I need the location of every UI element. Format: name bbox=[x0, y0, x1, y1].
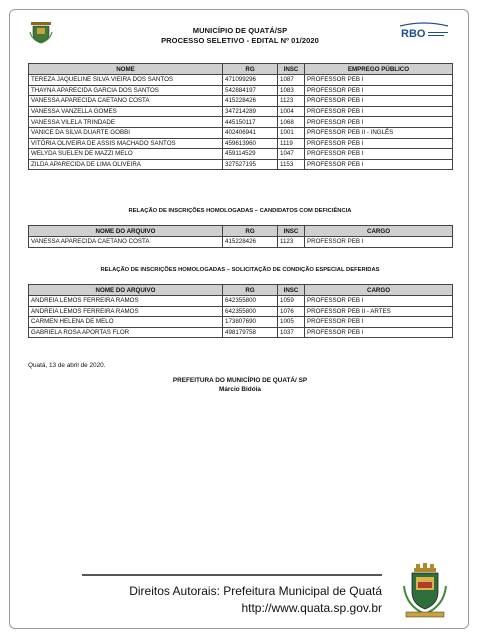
section-title-special-condition: RELAÇÃO DE INSCRIÇÕES HOMOLOGADAS – SOLICITAÇÃO DE CONDIÇÃO ESPECIAL DEFERIDAS bbox=[100, 267, 380, 273]
job-cell: PROFESSOR PEB I bbox=[305, 149, 453, 160]
name-cell: VANESSA VANZELLA GOMES bbox=[29, 106, 223, 117]
signature-name: Márcio Bidóia bbox=[219, 386, 261, 393]
job-cell: PROFESSOR PEB I bbox=[305, 296, 453, 307]
rg-cell: 445150117 bbox=[223, 117, 278, 128]
name-cell: CARMEN HELENA DE MELO bbox=[29, 317, 223, 328]
column-header: NOME DO ARQUIVO bbox=[29, 285, 223, 296]
column-header: CARGO bbox=[305, 226, 453, 237]
insc-cell: 1047 bbox=[278, 149, 305, 160]
footer-copyright: Direitos Autorais: Prefeitura Municipal de Quatá bbox=[129, 584, 382, 598]
job-cell: PROFESSOR PEB I bbox=[305, 159, 453, 170]
table-row bbox=[29, 127, 453, 138]
name-cell: VITÓRIA OLIVEIRA DE ASSIS MACHADO SANTOS bbox=[29, 138, 223, 149]
name-cell: VANESSA APARECIDA CAETANO COSTA bbox=[29, 237, 223, 248]
insc-cell: 1119 bbox=[278, 138, 305, 149]
rg-cell: 415228426 bbox=[223, 237, 278, 248]
table-row bbox=[29, 317, 453, 328]
job-cell: PROFESSOR PEB I bbox=[305, 117, 453, 128]
table-row bbox=[29, 106, 453, 117]
header-municipality: MUNICÍPIO DE QUATÁ/SP bbox=[192, 26, 288, 35]
rg-cell: 415228426 bbox=[223, 96, 278, 107]
name-cell: ANDREIA LEMOS FERREIRA RAMOS bbox=[29, 306, 223, 317]
header-process-title: PROCESSO SELETIVO - EDITAL Nº 01/2020 bbox=[161, 36, 319, 45]
column-header: RG bbox=[223, 64, 278, 75]
name-cell: TEREZA JAQUELINE SILVA VIEIRA DOS SANTOS bbox=[29, 75, 223, 86]
insc-cell: 1059 bbox=[278, 296, 305, 307]
municipal-coat-of-arms-icon bbox=[400, 562, 450, 622]
column-header: NOME DO ARQUIVO bbox=[29, 226, 223, 237]
insc-cell: 1123 bbox=[278, 237, 305, 248]
job-cell: PROFESSOR PEB I bbox=[305, 327, 453, 338]
rg-cell: 498179758 bbox=[223, 327, 278, 338]
job-cell: PROFESSOR PEB I bbox=[305, 237, 453, 248]
name-cell: ZILDA APARECIDA DE LIMA OLIVEIRA bbox=[29, 159, 223, 170]
name-cell: WELYDA SUELEN DE MAZZI MELO bbox=[29, 149, 223, 160]
table-row bbox=[29, 96, 453, 107]
insc-cell: 1001 bbox=[278, 127, 305, 138]
rg-cell: 347214289 bbox=[223, 106, 278, 117]
insc-cell: 1087 bbox=[278, 75, 305, 86]
job-cell: PROFESSOR PEB II - INGLÊS bbox=[305, 127, 453, 138]
name-cell: ANDREIA LEMOS FERREIRA RAMOS bbox=[29, 296, 223, 307]
table-row bbox=[29, 75, 453, 86]
insc-cell: 1068 bbox=[278, 117, 305, 128]
column-header: EMPREGO PÚBLICO bbox=[305, 64, 453, 75]
signature-org: PREFEITURA DO MUNICÍPIO DE QUATÁ/ SP bbox=[172, 377, 308, 384]
footer-divider bbox=[82, 574, 382, 576]
column-header: RG bbox=[223, 285, 278, 296]
name-cell: VANESSA APARECIDA CAETANO COSTA bbox=[29, 96, 223, 107]
name-cell: VANESSA VILELA TRINDADE bbox=[29, 117, 223, 128]
column-header: NOME bbox=[29, 64, 223, 75]
name-cell: GABRIELA ROSA APORTAS FLOR bbox=[29, 327, 223, 338]
table-row bbox=[29, 138, 453, 149]
footer-url-link[interactable]: http://www.quata.sp.gov.br bbox=[241, 601, 382, 615]
column-header: INSC bbox=[278, 226, 305, 237]
table-row bbox=[29, 159, 453, 170]
rg-cell: 327527195 bbox=[223, 159, 278, 170]
insc-cell: 1037 bbox=[278, 327, 305, 338]
rg-cell: 459114529 bbox=[223, 149, 278, 160]
document-date: Quatá, 13 de abril de 2020. bbox=[28, 362, 106, 369]
name-cell: VANICE DA SILVA DUARTE GOBBI bbox=[29, 127, 223, 138]
insc-cell: 1005 bbox=[278, 317, 305, 328]
table-row bbox=[29, 237, 453, 248]
insc-cell: 1004 bbox=[278, 106, 305, 117]
table-row bbox=[29, 149, 453, 160]
special-condition-table bbox=[28, 284, 453, 338]
column-header: RG bbox=[223, 226, 278, 237]
job-cell: PROFESSOR PEB I bbox=[305, 138, 453, 149]
insc-cell: 1153 bbox=[278, 159, 305, 170]
rbo-logo-text: RBO bbox=[401, 28, 426, 40]
column-header: CARGO bbox=[305, 285, 453, 296]
name-cell: THAYNA APARECIDA GARCIA DOS SANTOS bbox=[29, 85, 223, 96]
insc-cell: 1076 bbox=[278, 306, 305, 317]
rg-cell: 173807690 bbox=[223, 317, 278, 328]
job-cell: PROFESSOR PEB I bbox=[305, 75, 453, 86]
rg-cell: 542884197 bbox=[223, 85, 278, 96]
rg-cell: 471099296 bbox=[223, 75, 278, 86]
job-cell: PROFESSOR PEB II - ARTES bbox=[305, 306, 453, 317]
rg-cell: 402406941 bbox=[223, 127, 278, 138]
job-cell: PROFESSOR PEB I bbox=[305, 96, 453, 107]
insc-cell: 1083 bbox=[278, 85, 305, 96]
job-cell: PROFESSOR PEB I bbox=[305, 106, 453, 117]
job-cell: PROFESSOR PEB I bbox=[305, 85, 453, 96]
rg-cell: 642355800 bbox=[223, 306, 278, 317]
rg-cell: 642355800 bbox=[223, 296, 278, 307]
job-cell: PROFESSOR PEB I bbox=[305, 317, 453, 328]
disability-table bbox=[28, 225, 453, 248]
rg-cell: 459613960 bbox=[223, 138, 278, 149]
section-title-disability: RELAÇÃO DE INSCRIÇÕES HOMOLOGADAS – CANDIDATOS COM DEFICIÊNCIA bbox=[128, 208, 352, 214]
table-row bbox=[29, 327, 453, 338]
candidates-table bbox=[28, 63, 453, 170]
table-row bbox=[29, 117, 453, 128]
table-row bbox=[29, 85, 453, 96]
table-row bbox=[29, 306, 453, 317]
insc-cell: 1123 bbox=[278, 96, 305, 107]
column-header: INSC bbox=[278, 285, 305, 296]
table-row bbox=[29, 296, 453, 307]
column-header: INSC bbox=[278, 64, 305, 75]
